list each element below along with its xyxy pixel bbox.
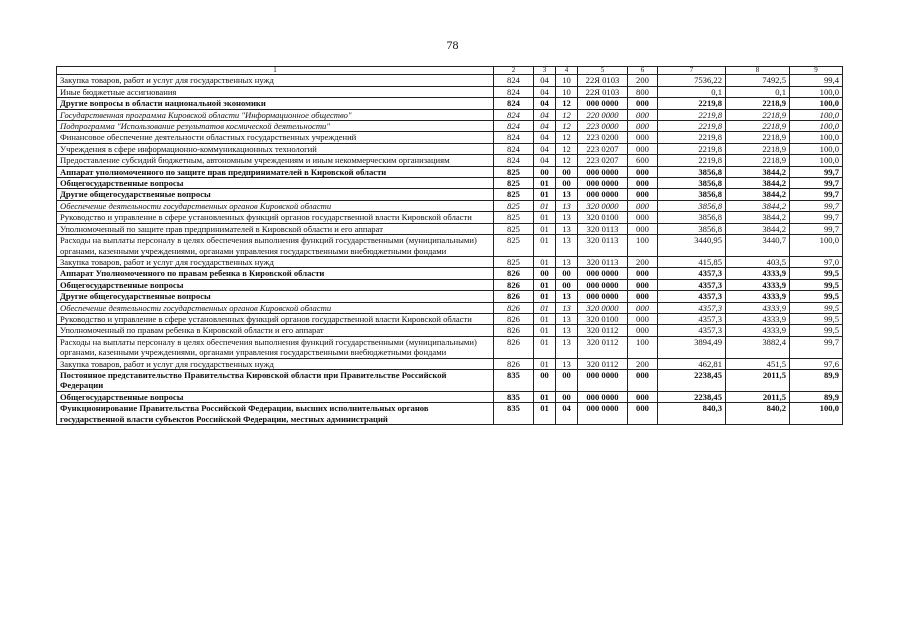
cell-plan: 2219,8 [658, 143, 726, 154]
cell-podrazdel: 00 [556, 279, 578, 290]
cell-razdel: 04 [534, 132, 556, 143]
cell-razdel: 04 [534, 98, 556, 109]
cell-gr: 824 [494, 109, 534, 120]
table-row [57, 132, 843, 143]
table-row [57, 256, 843, 267]
cell-csr: 000 0000 [578, 279, 628, 290]
cell-podrazdel: 00 [556, 166, 578, 177]
header-cell-8: 8 [726, 67, 790, 75]
cell-razdel: 04 [534, 155, 556, 166]
table-row [57, 391, 843, 402]
budget-table-body [57, 67, 843, 425]
cell-vr: 000 [628, 200, 658, 211]
cell-gr: 824 [494, 132, 534, 143]
cell-podrazdel: 13 [556, 336, 578, 358]
cell-name: Финансовое обеспечение деятельности областных государственных учреждений [57, 132, 494, 143]
cell-plan: 2238,45 [658, 369, 726, 391]
cell-razdel: 01 [534, 189, 556, 200]
cell-fact: 4333,9 [726, 291, 790, 302]
cell-vr: 100 [628, 235, 658, 257]
header-cell-4: 4 [556, 67, 578, 75]
cell-percent: 99,7 [790, 189, 843, 200]
cell-plan: 4357,3 [658, 325, 726, 336]
table-header-row [57, 67, 843, 75]
table-row [57, 268, 843, 279]
cell-percent: 89,9 [790, 369, 843, 391]
cell-csr: 000 0000 [578, 189, 628, 200]
cell-gr: 825 [494, 223, 534, 234]
cell-plan: 3856,8 [658, 200, 726, 211]
cell-vr: 000 [628, 391, 658, 402]
cell-razdel: 01 [534, 256, 556, 267]
cell-csr: 320 0112 [578, 325, 628, 336]
cell-plan: 2219,8 [658, 98, 726, 109]
cell-percent: 99,7 [790, 212, 843, 223]
cell-csr: 000 0000 [578, 268, 628, 279]
cell-fact: 2218,9 [726, 143, 790, 154]
cell-podrazdel: 13 [556, 189, 578, 200]
cell-percent: 99,7 [790, 223, 843, 234]
cell-percent: 99,5 [790, 268, 843, 279]
cell-vr: 000 [628, 279, 658, 290]
header-cell-2: 2 [494, 67, 534, 75]
cell-fact: 840,2 [726, 403, 790, 425]
cell-gr: 825 [494, 256, 534, 267]
cell-gr: 826 [494, 313, 534, 324]
cell-percent: 100,0 [790, 403, 843, 425]
cell-plan: 462,81 [658, 358, 726, 369]
cell-fact: 2218,9 [726, 98, 790, 109]
table-row [57, 109, 843, 120]
cell-plan: 2219,8 [658, 109, 726, 120]
cell-vr: 000 [628, 143, 658, 154]
cell-razdel: 01 [534, 279, 556, 290]
cell-gr: 825 [494, 200, 534, 211]
cell-razdel: 01 [534, 336, 556, 358]
cell-podrazdel: 00 [556, 391, 578, 402]
header-cell-7: 7 [658, 67, 726, 75]
cell-razdel: 01 [534, 358, 556, 369]
table-row [57, 166, 843, 177]
cell-razdel: 04 [534, 86, 556, 97]
cell-gr: 826 [494, 291, 534, 302]
table-row [57, 189, 843, 200]
cell-name: Подпрограмма "Использование результатов космической деятельности" [57, 121, 494, 132]
cell-podrazdel: 13 [556, 313, 578, 324]
cell-fact: 7492,5 [726, 75, 790, 86]
cell-plan: 3856,8 [658, 166, 726, 177]
table-row [57, 336, 843, 358]
cell-percent: 99,7 [790, 200, 843, 211]
cell-fact: 451,5 [726, 358, 790, 369]
cell-podrazdel: 13 [556, 302, 578, 313]
cell-vr: 100 [628, 336, 658, 358]
cell-percent: 100,0 [790, 121, 843, 132]
cell-percent: 100,0 [790, 155, 843, 166]
cell-fact: 3882,4 [726, 336, 790, 358]
cell-gr: 824 [494, 155, 534, 166]
cell-name: Аппарат Уполномоченного по правам ребенка в Кировской области [57, 268, 494, 279]
cell-gr: 835 [494, 403, 534, 425]
cell-gr: 826 [494, 302, 534, 313]
cell-name: Другие общегосударственные вопросы [57, 189, 494, 200]
cell-percent: 99,5 [790, 313, 843, 324]
cell-fact: 2011,5 [726, 391, 790, 402]
cell-percent: 99,7 [790, 336, 843, 358]
cell-vr: 000 [628, 212, 658, 223]
cell-name: Функционирование Правительства Российской Федерации, высших исполнительных органов государственной власти субъектов Российской Федерации, местных администраций [57, 403, 494, 425]
cell-gr: 826 [494, 358, 534, 369]
cell-percent: 100,0 [790, 143, 843, 154]
cell-fact: 2218,9 [726, 121, 790, 132]
cell-gr: 826 [494, 268, 534, 279]
cell-razdel: 01 [534, 325, 556, 336]
budget-table [56, 66, 843, 425]
cell-vr: 000 [628, 178, 658, 189]
cell-podrazdel: 12 [556, 121, 578, 132]
cell-fact: 4333,9 [726, 279, 790, 290]
cell-name: Другие вопросы в области национальной экономики [57, 98, 494, 109]
table-row [57, 325, 843, 336]
cell-csr: 320 0113 [578, 235, 628, 257]
cell-csr: 320 0100 [578, 313, 628, 324]
cell-name: Другие общегосударственные вопросы [57, 291, 494, 302]
cell-csr: 223 0000 [578, 121, 628, 132]
cell-csr: 000 0000 [578, 369, 628, 391]
header-cell-3: 3 [534, 67, 556, 75]
cell-razdel: 00 [534, 166, 556, 177]
cell-gr: 824 [494, 75, 534, 86]
cell-fact: 3440,7 [726, 235, 790, 257]
cell-csr: 000 0000 [578, 403, 628, 425]
cell-name: Государственная программа Кировской области "Информационное общество" [57, 109, 494, 120]
cell-plan: 4357,3 [658, 313, 726, 324]
cell-gr: 825 [494, 178, 534, 189]
cell-vr: 000 [628, 166, 658, 177]
cell-fact: 2218,9 [726, 155, 790, 166]
cell-fact: 2218,9 [726, 132, 790, 143]
table-row [57, 302, 843, 313]
cell-csr: 320 0113 [578, 223, 628, 234]
cell-csr: 000 0000 [578, 98, 628, 109]
table-row [57, 75, 843, 86]
cell-name: Расходы на выплаты персоналу в целях обеспечения выполнения функций государственными (муниципальными) органами, казенными учреждениями, органами управления государственными внебюджетными фондами [57, 336, 494, 358]
cell-razdel: 01 [534, 291, 556, 302]
cell-gr: 835 [494, 391, 534, 402]
cell-csr: 000 0000 [578, 166, 628, 177]
cell-podrazdel: 13 [556, 325, 578, 336]
table-row [57, 86, 843, 97]
cell-percent: 99,7 [790, 166, 843, 177]
cell-podrazdel: 10 [556, 86, 578, 97]
cell-percent: 99,4 [790, 75, 843, 86]
cell-vr: 000 [628, 132, 658, 143]
cell-gr: 824 [494, 121, 534, 132]
cell-razdel: 01 [534, 235, 556, 257]
cell-plan: 2238,45 [658, 391, 726, 402]
cell-podrazdel: 13 [556, 223, 578, 234]
cell-csr: 320 0113 [578, 256, 628, 267]
cell-name: Закупка товаров, работ и услуг для государственных нужд [57, 256, 494, 267]
cell-plan: 7536,22 [658, 75, 726, 86]
cell-name: Обеспечение деятельности государственных органов Кировской области [57, 200, 494, 211]
table-row [57, 235, 843, 257]
cell-percent: 97,6 [790, 358, 843, 369]
cell-vr: 000 [628, 98, 658, 109]
cell-fact: 4333,9 [726, 325, 790, 336]
table-row [57, 279, 843, 290]
page-number: 78 [446, 38, 459, 52]
table-row [57, 155, 843, 166]
cell-podrazdel: 13 [556, 256, 578, 267]
cell-gr: 824 [494, 143, 534, 154]
cell-gr: 826 [494, 279, 534, 290]
cell-csr: 320 0112 [578, 358, 628, 369]
cell-fact: 0,1 [726, 86, 790, 97]
cell-plan: 840,3 [658, 403, 726, 425]
cell-percent: 100,0 [790, 235, 843, 257]
cell-podrazdel: 04 [556, 403, 578, 425]
table-row [57, 98, 843, 109]
cell-fact: 3844,2 [726, 223, 790, 234]
cell-podrazdel: 12 [556, 98, 578, 109]
table-row [57, 200, 843, 211]
table-row [57, 223, 843, 234]
cell-csr: 22Я 0103 [578, 86, 628, 97]
cell-plan: 2219,8 [658, 121, 726, 132]
cell-percent: 97,0 [790, 256, 843, 267]
cell-podrazdel: 13 [556, 291, 578, 302]
cell-gr: 835 [494, 369, 534, 391]
table-row [57, 178, 843, 189]
cell-gr: 824 [494, 86, 534, 97]
cell-razdel: 00 [534, 268, 556, 279]
cell-fact: 3844,2 [726, 212, 790, 223]
cell-razdel: 04 [534, 121, 556, 132]
cell-csr: 223 0207 [578, 143, 628, 154]
cell-name: Общегосударственные вопросы [57, 391, 494, 402]
cell-vr: 000 [628, 223, 658, 234]
header-cell-6: 6 [628, 67, 658, 75]
table-row [57, 143, 843, 154]
cell-plan: 4357,3 [658, 279, 726, 290]
cell-csr: 000 0000 [578, 291, 628, 302]
cell-podrazdel: 12 [556, 143, 578, 154]
cell-plan: 4357,3 [658, 291, 726, 302]
cell-name: Уполномоченный по правам ребенка в Кировской области и его аппарат [57, 325, 494, 336]
cell-name: Постоянное представительство Правительства Кировской области при Правительстве Российской Федерации [57, 369, 494, 391]
cell-name: Расходы на выплаты персоналу в целях обеспечения выполнения функций государственными (муниципальными) органами, казенными учреждениями, органами управления государственными внебюджетными фондами [57, 235, 494, 257]
cell-razdel: 01 [534, 178, 556, 189]
cell-name: Общегосударственные вопросы [57, 279, 494, 290]
cell-vr: 600 [628, 155, 658, 166]
cell-csr: 320 0112 [578, 336, 628, 358]
cell-name: Общегосударственные вопросы [57, 178, 494, 189]
cell-plan: 3856,8 [658, 178, 726, 189]
cell-vr: 000 [628, 369, 658, 391]
cell-podrazdel: 12 [556, 109, 578, 120]
cell-fact: 3844,2 [726, 200, 790, 211]
cell-name: Учреждения в сфере информационно-коммуникационных технологий [57, 143, 494, 154]
cell-podrazdel: 13 [556, 235, 578, 257]
cell-percent: 89,9 [790, 391, 843, 402]
cell-razdel: 00 [534, 369, 556, 391]
cell-vr: 000 [628, 302, 658, 313]
cell-vr: 000 [628, 403, 658, 425]
cell-plan: 2219,8 [658, 155, 726, 166]
cell-plan: 3894,49 [658, 336, 726, 358]
cell-gr: 826 [494, 336, 534, 358]
cell-percent: 99,5 [790, 302, 843, 313]
cell-plan: 415,85 [658, 256, 726, 267]
cell-fact: 2011,5 [726, 369, 790, 391]
cell-percent: 100,0 [790, 109, 843, 120]
cell-plan: 3856,8 [658, 223, 726, 234]
cell-gr: 824 [494, 98, 534, 109]
table-row [57, 291, 843, 302]
cell-percent: 100,0 [790, 86, 843, 97]
cell-percent: 99,7 [790, 178, 843, 189]
cell-name: Закупка товаров, работ и услуг для государственных нужд [57, 75, 494, 86]
table-row [57, 358, 843, 369]
cell-razdel: 01 [534, 403, 556, 425]
table-row [57, 313, 843, 324]
cell-fact: 403,5 [726, 256, 790, 267]
cell-razdel: 01 [534, 391, 556, 402]
header-cell-9: 9 [790, 67, 843, 75]
cell-plan: 4357,3 [658, 302, 726, 313]
cell-fact: 4333,9 [726, 268, 790, 279]
cell-razdel: 04 [534, 109, 556, 120]
cell-vr: 200 [628, 256, 658, 267]
cell-podrazdel: 00 [556, 268, 578, 279]
cell-csr: 320 0100 [578, 212, 628, 223]
cell-plan: 4357,3 [658, 268, 726, 279]
cell-name: Иные бюджетные ассигнования [57, 86, 494, 97]
cell-plan: 3856,8 [658, 189, 726, 200]
cell-fact: 4333,9 [726, 313, 790, 324]
cell-vr: 000 [628, 325, 658, 336]
cell-vr: 000 [628, 313, 658, 324]
cell-percent: 100,0 [790, 132, 843, 143]
cell-csr: 223 0200 [578, 132, 628, 143]
cell-csr: 320 0000 [578, 200, 628, 211]
header-cell-5: 5 [578, 67, 628, 75]
cell-percent: 100,0 [790, 98, 843, 109]
cell-plan: 3856,8 [658, 212, 726, 223]
cell-podrazdel: 00 [556, 369, 578, 391]
table-row [57, 403, 843, 425]
cell-razdel: 01 [534, 212, 556, 223]
cell-gr: 825 [494, 235, 534, 257]
cell-name: Предоставление субсидий бюджетным, автономным учреждениям и иным некоммерческим организациям [57, 155, 494, 166]
cell-plan: 2219,8 [658, 132, 726, 143]
cell-csr: 320 0000 [578, 302, 628, 313]
cell-razdel: 01 [534, 223, 556, 234]
cell-csr: 220 0000 [578, 109, 628, 120]
cell-razdel: 04 [534, 143, 556, 154]
table-row [57, 212, 843, 223]
cell-name: Руководство и управление в сфере установленных функций органов государственной власти Кировской области [57, 212, 494, 223]
cell-name: Обеспечение деятельности государственных органов Кировской области [57, 302, 494, 313]
cell-csr: 223 0207 [578, 155, 628, 166]
cell-vr: 000 [628, 291, 658, 302]
cell-podrazdel: 13 [556, 200, 578, 211]
header-cell-1: 1 [57, 67, 494, 75]
cell-razdel: 01 [534, 313, 556, 324]
cell-podrazdel: 12 [556, 155, 578, 166]
cell-percent: 99,5 [790, 279, 843, 290]
cell-name: Руководство и управление в сфере установленных функций органов государственной власти Кировской области [57, 313, 494, 324]
cell-csr: 000 0000 [578, 391, 628, 402]
cell-percent: 99,5 [790, 325, 843, 336]
cell-fact: 2218,9 [726, 109, 790, 120]
cell-razdel: 01 [534, 302, 556, 313]
cell-fact: 3844,2 [726, 166, 790, 177]
cell-percent: 99,5 [790, 291, 843, 302]
cell-vr: 000 [628, 189, 658, 200]
cell-podrazdel: 12 [556, 132, 578, 143]
cell-fact: 3844,2 [726, 189, 790, 200]
cell-vr: 000 [628, 121, 658, 132]
cell-csr: 000 0000 [578, 178, 628, 189]
cell-gr: 825 [494, 166, 534, 177]
cell-plan: 0,1 [658, 86, 726, 97]
cell-name: Аппарат уполномоченного по защите прав предпринимателей в Кировской области [57, 166, 494, 177]
cell-fact: 4333,9 [726, 302, 790, 313]
cell-vr: 200 [628, 358, 658, 369]
table-row [57, 369, 843, 391]
cell-vr: 200 [628, 75, 658, 86]
cell-razdel: 01 [534, 200, 556, 211]
cell-podrazdel: 10 [556, 75, 578, 86]
cell-gr: 826 [494, 325, 534, 336]
cell-gr: 825 [494, 212, 534, 223]
cell-fact: 3844,2 [726, 178, 790, 189]
cell-csr: 22Я 0103 [578, 75, 628, 86]
cell-podrazdel: 13 [556, 212, 578, 223]
cell-name: Уполномоченный по защите прав предпринимателей в Кировской области и его аппарат [57, 223, 494, 234]
cell-name: Закупка товаров, работ и услуг для государственных нужд [57, 358, 494, 369]
cell-razdel: 04 [534, 75, 556, 86]
cell-vr: 000 [628, 268, 658, 279]
cell-podrazdel: 13 [556, 358, 578, 369]
table-row [57, 121, 843, 132]
cell-vr: 800 [628, 86, 658, 97]
cell-plan: 3440,95 [658, 235, 726, 257]
cell-gr: 825 [494, 189, 534, 200]
cell-podrazdel: 00 [556, 178, 578, 189]
cell-vr: 000 [628, 109, 658, 120]
